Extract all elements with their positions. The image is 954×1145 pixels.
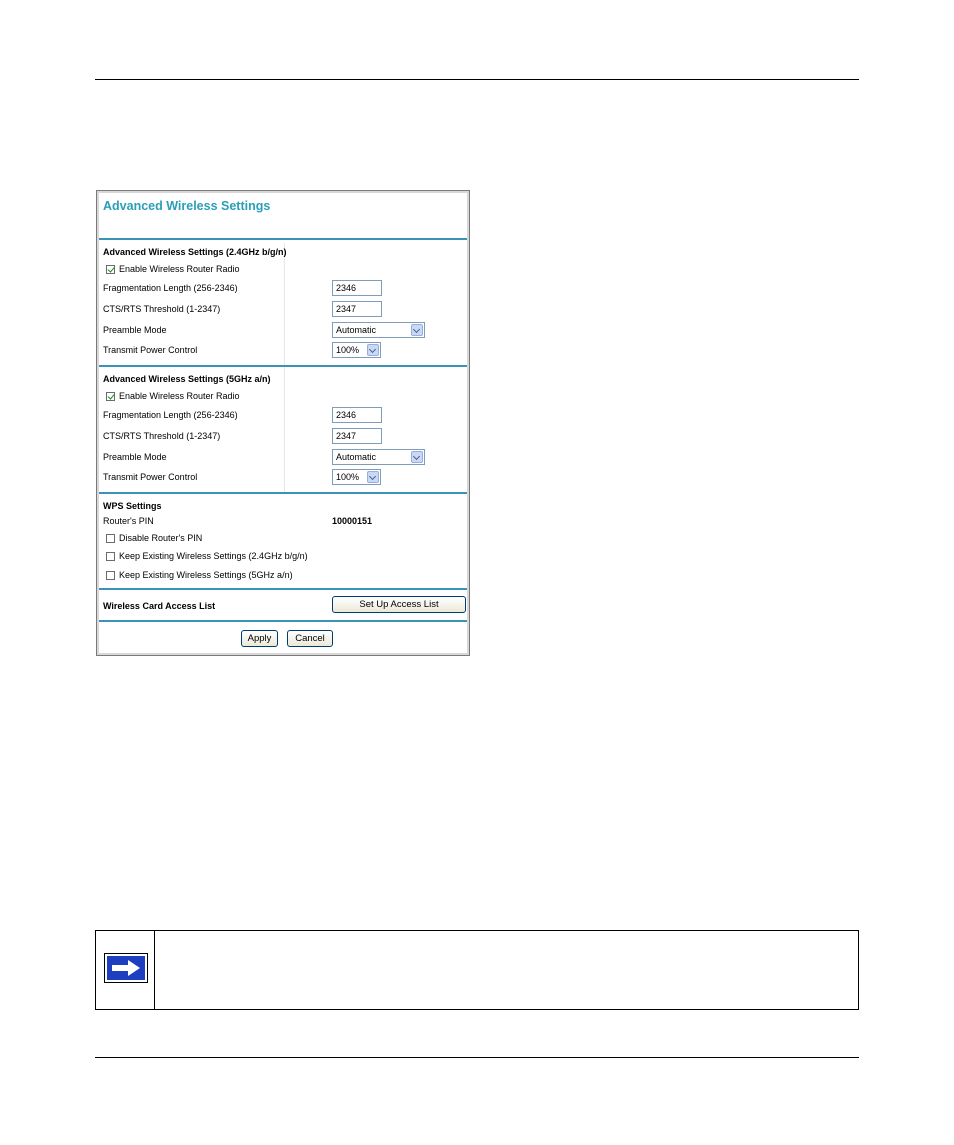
cts-threshold-input-24ghz[interactable]: 2347 <box>332 301 382 317</box>
chevron-down-icon[interactable] <box>367 344 379 356</box>
separator <box>99 588 467 590</box>
right-arrow-icon <box>104 953 148 983</box>
separator <box>99 238 467 240</box>
chevron-down-icon[interactable] <box>411 451 423 463</box>
router-pin-label: Router's PIN <box>103 516 154 526</box>
keep-settings-5ghz-label: Keep Existing Wireless Settings (5GHz a/n) <box>119 570 293 580</box>
page-title: Advanced Wireless Settings <box>103 199 271 213</box>
cts-threshold-label-24ghz: CTS/RTS Threshold (1-2347) <box>103 304 221 314</box>
frag-length-label-5ghz: Fragmentation Length (256-2346) <box>103 410 238 420</box>
keep-settings-24ghz-row[interactable] <box>106 551 308 561</box>
keep-settings-24ghz-checkbox[interactable] <box>106 552 115 561</box>
chevron-down-icon[interactable] <box>367 471 379 483</box>
keep-settings-24ghz-label: Keep Existing Wireless Settings (2.4GHz b/g/n) <box>119 551 308 561</box>
column-divider <box>284 243 285 493</box>
footer-rule <box>95 1057 859 1058</box>
separator <box>99 620 467 622</box>
header-rule <box>95 79 859 80</box>
preamble-mode-select-5ghz[interactable] <box>332 449 425 465</box>
section-heading-24ghz: Advanced Wireless Settings (2.4GHz b/g/n) <box>103 247 287 257</box>
apply-button[interactable]: Apply <box>241 630 278 647</box>
power-control-value-24ghz: 100% <box>336 345 360 355</box>
power-control-label-5ghz: Transmit Power Control <box>103 472 198 482</box>
wps-heading: WPS Settings <box>103 501 162 511</box>
power-control-select-24ghz[interactable] <box>332 342 381 358</box>
enable-radio-checkbox-24ghz[interactable] <box>106 265 115 274</box>
chevron-down-icon[interactable] <box>411 324 423 336</box>
advanced-wireless-settings-panel <box>96 190 470 656</box>
power-control-value-5ghz: 100% <box>336 472 360 482</box>
cts-threshold-input-5ghz[interactable]: 2347 <box>332 428 382 444</box>
separator <box>99 365 467 367</box>
router-pin-value: 10000151 <box>332 516 373 526</box>
enable-radio-row-24ghz[interactable] <box>106 264 240 274</box>
cancel-button[interactable]: Cancel <box>287 630 333 647</box>
access-list-label: Wireless Card Access List <box>103 601 216 611</box>
section-heading-5ghz: Advanced Wireless Settings (5GHz a/n) <box>103 374 271 384</box>
frag-length-input-5ghz[interactable]: 2346 <box>332 407 382 423</box>
frag-length-input-24ghz[interactable]: 2346 <box>332 280 382 296</box>
disable-pin-row[interactable] <box>106 533 202 543</box>
keep-settings-5ghz-row[interactable] <box>106 570 293 580</box>
set-up-access-list-button[interactable]: Set Up Access List <box>332 596 466 613</box>
preamble-mode-value-5ghz: Automatic <box>336 452 377 462</box>
enable-radio-checkbox-5ghz[interactable] <box>106 392 115 401</box>
enable-radio-label-24ghz: Enable Wireless Router Radio <box>119 264 240 274</box>
separator <box>99 492 467 494</box>
preamble-mode-label-24ghz: Preamble Mode <box>103 325 167 335</box>
keep-settings-5ghz-checkbox[interactable] <box>106 571 115 580</box>
disable-pin-label: Disable Router's PIN <box>119 533 203 543</box>
frag-length-label-24ghz: Fragmentation Length (256-2346) <box>103 283 238 293</box>
preamble-mode-value-24ghz: Automatic <box>336 325 377 335</box>
cts-threshold-label-5ghz: CTS/RTS Threshold (1-2347) <box>103 431 221 441</box>
power-control-label-24ghz: Transmit Power Control <box>103 345 198 355</box>
enable-radio-label-5ghz: Enable Wireless Router Radio <box>119 391 240 401</box>
preamble-mode-select-24ghz[interactable] <box>332 322 425 338</box>
enable-radio-row-5ghz[interactable] <box>106 391 240 401</box>
note-box <box>95 930 859 1010</box>
power-control-select-5ghz[interactable] <box>332 469 381 485</box>
preamble-mode-label-5ghz: Preamble Mode <box>103 452 167 462</box>
disable-pin-checkbox[interactable] <box>106 534 115 543</box>
note-divider <box>154 931 155 1009</box>
